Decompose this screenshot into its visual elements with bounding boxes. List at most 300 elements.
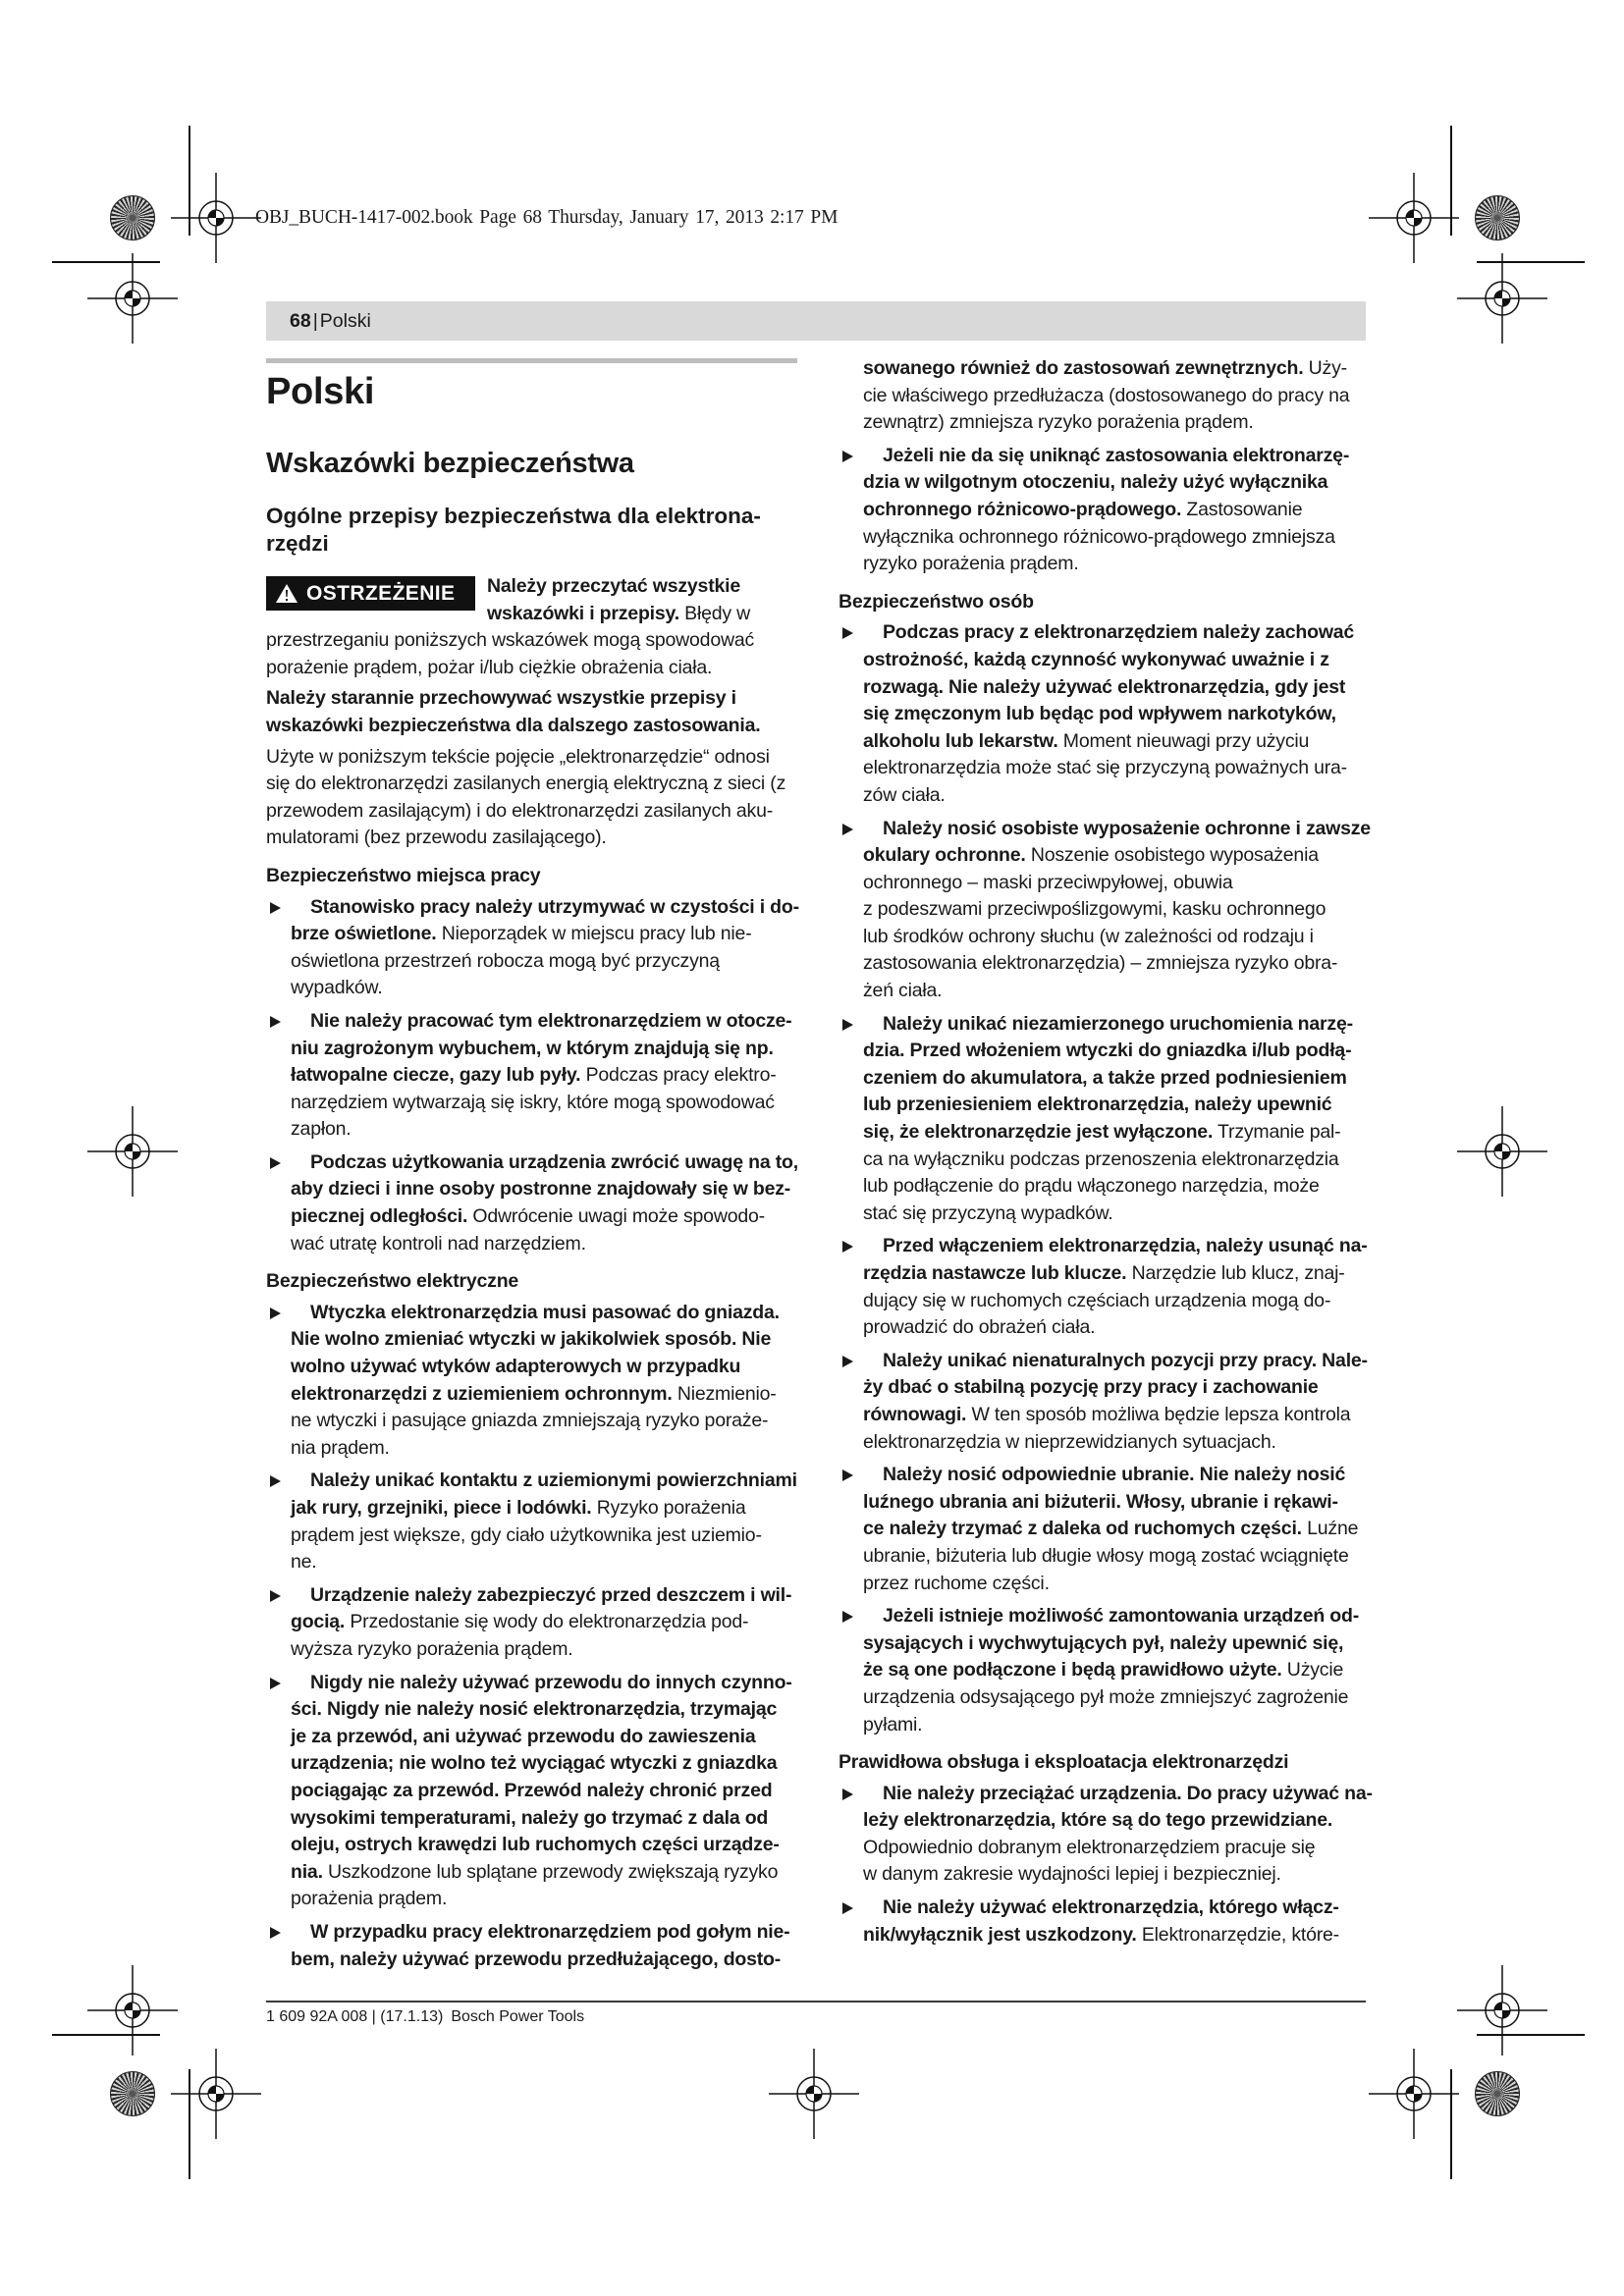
line-text [863, 647, 1329, 674]
line-text [863, 1835, 1315, 1862]
line-text [291, 1859, 778, 1887]
bold-text-run: gocią. [291, 1611, 346, 1633]
bullet-arrow-icon [270, 1927, 281, 1939]
line-text [291, 1176, 790, 1203]
text-line [839, 1712, 1374, 1739]
line-text [291, 1231, 586, 1258]
page-title: Polski [266, 371, 375, 412]
bold-text-run: Urządzenie należy zabezpieczyć przed deszczem i wil- [310, 1583, 792, 1606]
line-text [863, 524, 1335, 552]
subheading-text: rzędzi [266, 531, 329, 556]
page-header [266, 301, 1366, 341]
line-text [487, 601, 750, 628]
crosshair-target-icon [83, 249, 182, 347]
text-line [266, 921, 807, 948]
bullet-arrow-icon [842, 1611, 853, 1623]
line-text [863, 383, 1349, 410]
text-line [839, 1233, 1374, 1260]
line-text [291, 1724, 755, 1751]
text-run: oświetlona przestrzeń robocza mogą być przyczyną [291, 949, 720, 972]
line-text [863, 469, 1327, 497]
text-line [839, 1861, 1374, 1889]
text-run: ne. [291, 1551, 317, 1574]
text-run: wyższa ryzyko porażenia prądem. [291, 1637, 573, 1660]
line-text [291, 1609, 748, 1636]
text-run: cie właściwego przedłużacza (dostosowanego do pracy na [863, 384, 1350, 406]
bold-text-run: Należy starannie przechowywać wszystkie przepisy i [266, 687, 736, 710]
text-run: żeń ciała. [863, 980, 943, 1002]
text-line [839, 1011, 1374, 1039]
crosshair-target-icon [1365, 169, 1463, 267]
line-text [291, 1326, 771, 1354]
line-text [291, 1116, 351, 1144]
bullet-item [839, 443, 1374, 578]
line-text [266, 713, 760, 740]
text-run: Błędy w [678, 602, 751, 624]
text-line [839, 1895, 1374, 1922]
bold-text-run: ży dbać o stabilną pozycję przy pracy i zachowanie [863, 1376, 1319, 1399]
text-line [839, 950, 1374, 978]
bold-text-run: nia. [291, 1860, 323, 1883]
bold-text-run: bem, należy używać przewodu przedłużającego, dosto- [291, 1948, 782, 1970]
text-run: zów ciała. [863, 783, 946, 806]
text-run: prowadzić do obrażeń ciała. [863, 1316, 1096, 1339]
line-text [310, 894, 799, 922]
bullet-item [839, 816, 1374, 1005]
text-line [839, 1147, 1374, 1174]
line-text [863, 701, 1336, 728]
header-text [290, 301, 371, 341]
left-column-body [266, 685, 807, 1973]
footer-rule [266, 2001, 1366, 2002]
line-text [310, 1670, 792, 1697]
line-text [863, 1038, 1351, 1065]
text-line [839, 755, 1374, 782]
bold-text-run: Nie należy przeciążać urządzenia. Do pracy używać na- [883, 1782, 1373, 1804]
bold-text-run: Nie wolno zmieniać wtyczki w jakikolwiek sposób. Nie [291, 1328, 772, 1351]
line-text [863, 674, 1345, 702]
text-line [266, 798, 807, 826]
text-run: ryzyko porażenia prądem. [863, 553, 1079, 575]
bold-text-run: oleju, ostrych krawędzi lub ruchomych części urządze- [291, 1834, 780, 1856]
text-line [839, 816, 1374, 843]
bold-text-run: sowanego również do zastosowań zewnętrznych. [863, 357, 1304, 379]
bold-text-run: rzędzia nastawcze lub klucze. [863, 1262, 1127, 1284]
footer-code: 1 609 92A 008 [266, 2008, 368, 2025]
section-heading [266, 444, 807, 483]
print-slug: OBJ_BUCH-1417-002.book Page 68 Thursday, January 17, 2013 2:17 PM [255, 207, 839, 228]
line-text [863, 497, 1302, 524]
right-column [839, 355, 1374, 1949]
warning-triangle-icon [275, 583, 298, 604]
section-subheading: Bezpieczeństwo osób [839, 590, 1034, 613]
text-run: W ten sposób możliwa będzie lepsza kontrola [966, 1403, 1351, 1425]
text-line [266, 1832, 807, 1859]
text-line [839, 1835, 1374, 1862]
bullet-arrow-icon [842, 627, 853, 639]
text-line [266, 744, 807, 772]
line-text [291, 1522, 762, 1550]
bullet-item [266, 1008, 807, 1144]
color-wheel-mark [110, 195, 155, 240]
bold-text-run: nik/wyłącznik jest uszkodzony. [863, 1923, 1137, 1946]
bold-text-run: Należy unikać kontaktu z uziemionymi powierzchniami [310, 1469, 797, 1492]
bullet-arrow-icon [842, 1469, 853, 1481]
text-run: lub środków ochrony słuchu (w zależności od rodzaju i [863, 925, 1314, 947]
line-text [863, 1065, 1347, 1093]
text-line [266, 1886, 807, 1913]
line-text [863, 1288, 1330, 1315]
text-line [266, 1354, 807, 1381]
text-line [266, 1947, 807, 1974]
line-text [863, 1861, 1281, 1889]
line-text [863, 1092, 1331, 1119]
line-text [291, 1886, 447, 1913]
line-text [863, 870, 1233, 897]
bullet-arrow-icon [270, 1590, 281, 1602]
text-run: przewodem zasilającym) i do elektronarzędzi zasilanych aku- [266, 799, 774, 822]
text-line [839, 842, 1374, 870]
text-run: przez ruchome części. [863, 1572, 1050, 1594]
bullet-item [839, 1348, 1374, 1456]
line-text [863, 842, 1319, 870]
color-wheel-mark [1475, 195, 1520, 240]
bullet-item [266, 894, 807, 1002]
bullet-arrow-icon [270, 902, 281, 914]
text-run: ca na wyłączniku podczas przenoszenia elektronarzędzia [863, 1148, 1339, 1170]
text-run: stać się przyczyną wypadków. [863, 1201, 1113, 1224]
text-run: Nieporządek w miejscu pracy lub nie- [436, 923, 752, 945]
text-run: zapłon. [291, 1118, 352, 1141]
subsection-heading [266, 503, 807, 558]
line-text [266, 771, 785, 798]
line-text [863, 1807, 1332, 1835]
line-text [291, 1090, 775, 1117]
line-text [266, 685, 736, 713]
paragraph [266, 685, 807, 739]
line-text [291, 1495, 746, 1522]
crop-line [52, 261, 160, 263]
text-line [266, 1609, 807, 1636]
line-text [863, 1684, 1348, 1712]
text-line [839, 1374, 1374, 1402]
bullet-arrow-icon [842, 824, 853, 835]
line-text [291, 1636, 573, 1664]
text-run: Uży- [1303, 357, 1347, 379]
text-run: porażenie prądem, pożar i/lub ciężkie obrażenia ciała. [266, 656, 713, 678]
text-line [839, 1314, 1374, 1342]
line-text [863, 896, 1326, 924]
line-text [310, 1468, 797, 1495]
bullet-item [839, 619, 1374, 809]
bullet-arrow-icon [842, 451, 853, 462]
bold-text-run: jak rury, grzejniki, piece i lodówki. [291, 1497, 592, 1519]
line-text [863, 1260, 1345, 1288]
bold-text-run: się, że elektronarzędzie jest wyłączone. [863, 1121, 1214, 1144]
bullet-arrow-icon [270, 1475, 281, 1487]
text-run: Trzymanie pal- [1213, 1121, 1341, 1144]
line-text [291, 1036, 774, 1063]
bullet-arrow-icon [842, 1789, 853, 1800]
line-text [863, 1314, 1095, 1342]
bold-text-run: wysokimi temperaturami, należy go trzymać z dala od [291, 1806, 769, 1829]
right-column-body [839, 355, 1374, 1949]
text-line [266, 1326, 807, 1354]
text-line [839, 647, 1374, 674]
bold-text-run: wskazówki i przepisy. [487, 602, 679, 624]
line-text [863, 782, 946, 810]
paragraph [266, 744, 807, 852]
line-text [863, 1630, 1343, 1658]
bold-text-run: Wtyczka elektronarzędzia musi pasować do gniazda. [310, 1301, 780, 1323]
text-line [839, 870, 1374, 897]
text-line [839, 1429, 1374, 1457]
text-line [266, 1778, 807, 1805]
bold-text-run: rozwagą. Nie należy używać elektronarzędzia, gdy jest [863, 675, 1346, 698]
text-line [839, 1603, 1374, 1630]
text-run: wypadków. [291, 977, 383, 999]
line-text [291, 1062, 777, 1090]
text-line [266, 1859, 807, 1887]
text-line [839, 443, 1374, 470]
text-line [266, 627, 807, 655]
bold-text-run: Należy nosić odpowiednie ubranie. Nie należy nosić [883, 1464, 1346, 1486]
text-line [839, 978, 1374, 1005]
line-text [291, 1832, 780, 1859]
crosshair-target-icon [83, 1102, 182, 1201]
bullet-item [266, 1919, 807, 1973]
line-text [883, 1462, 1345, 1489]
text-line [839, 497, 1374, 524]
crop-line [189, 126, 190, 236]
crosshair-target-icon [1453, 249, 1551, 347]
text-run: ochronnego – maski przeciwpyłowej, obuwia [863, 871, 1233, 893]
warning-badge-label: OSTRZEŻENIE [306, 581, 456, 605]
text-run: przestrzeganiu poniższych wskazówek mogą spowodować [266, 629, 755, 652]
text-run: pyłami. [863, 1713, 923, 1735]
crosshair-target-icon [1365, 2045, 1463, 2143]
bullet-arrow-icon [270, 1308, 281, 1319]
text-run: Odpowiednio dobranym elektronarzędziem pracuje się [863, 1836, 1316, 1858]
text-run: ubranie, biżuteria lub długie włosy mogą zostać wciągnięte [863, 1544, 1349, 1567]
text-line [266, 1636, 807, 1664]
text-run: Podczas pracy elektro- [580, 1064, 777, 1087]
text-line [266, 1408, 807, 1435]
line-text [863, 1543, 1349, 1571]
crosshair-target-icon [1453, 1961, 1551, 2059]
text-line [266, 1300, 807, 1327]
line-text [266, 655, 712, 682]
bold-text-run: Nigdy nie należy używać przewodu do innych czynno- [310, 1671, 792, 1693]
text-run: urządzenia odsysającego pył może zmniejszyć zagrożenie [863, 1685, 1349, 1708]
text-line [839, 1571, 1374, 1598]
crop-line [1450, 2069, 1452, 2179]
text-line [266, 1149, 807, 1177]
bold-text-run: sysających i wychwytujących pył, należy upewnić się, [863, 1631, 1344, 1654]
text-run: Użycie [1281, 1659, 1344, 1682]
text-line [839, 701, 1374, 728]
bullet-continuation [839, 355, 1374, 437]
bold-text-run: Nie należy używać elektronarzędzia, którego włącz- [883, 1896, 1339, 1919]
text-run: porażenia prądem. [291, 1888, 448, 1910]
text-run: elektronarzędzia w nieprzewidzianych sytuacjach. [863, 1430, 1276, 1453]
text-line [266, 1670, 807, 1697]
bold-text-run: równowagi. [863, 1403, 967, 1425]
bullet-arrow-icon [270, 1157, 281, 1169]
line-text [291, 1435, 390, 1463]
bullet-arrow-icon [842, 1356, 853, 1367]
line-text [291, 1381, 777, 1409]
line-text [310, 1300, 780, 1327]
text-line [266, 1176, 807, 1203]
text-run: z podeszwami przeciwpoślizgowymi, kasku ochronnego [863, 898, 1326, 921]
line-text [863, 755, 1347, 782]
text-line [266, 1062, 807, 1090]
text-line [266, 1919, 807, 1947]
line-text [291, 1805, 768, 1833]
line-text [863, 924, 1314, 951]
line-text [266, 744, 770, 772]
text-line [266, 1495, 807, 1522]
bullet-arrow-icon [270, 1016, 281, 1028]
bold-text-run: brze oświetlone. [291, 923, 437, 945]
text-line [839, 1038, 1374, 1065]
footer-separator: | [371, 2008, 376, 2025]
color-wheel-mark [1475, 2071, 1520, 2116]
text-line [839, 1348, 1374, 1375]
text-line [266, 1231, 807, 1258]
warning-block [266, 573, 807, 681]
line-text [291, 1696, 777, 1724]
line-text [266, 627, 754, 655]
crop-line [1477, 261, 1585, 263]
text-line [266, 1203, 807, 1231]
footer-brand: Bosch Power Tools [451, 2008, 585, 2025]
text-line [839, 924, 1374, 951]
bullet-item [839, 1011, 1374, 1228]
line-text [883, 1781, 1373, 1808]
crop-line [189, 2069, 190, 2179]
line-text [863, 1147, 1339, 1174]
bold-text-run: elektronarzędzi z uziemieniem ochronnym. [291, 1382, 673, 1405]
text-run: Uszkodzone lub splątane przewody zwiększają ryzyko [322, 1860, 779, 1883]
text-run: mulatorami (bez przewodu zasilającego). [266, 827, 607, 849]
text-line [266, 1522, 807, 1550]
text-line [839, 1489, 1374, 1517]
text-run: Niezmienio- [672, 1382, 777, 1405]
line-text [863, 1402, 1350, 1429]
header-section: Polski [319, 310, 371, 332]
text-line [839, 409, 1374, 437]
crop-line [1450, 126, 1452, 236]
text-line [266, 1090, 807, 1117]
text-run: ne wtyczki i pasujące gniazda zmniejszają ryzyko poraże- [291, 1410, 769, 1432]
line-text [266, 825, 607, 852]
line-text [863, 1712, 922, 1739]
line-text [863, 978, 942, 1005]
text-run: wyłącznika ochronnego różnicowo-prądowego zmniejsza [863, 525, 1335, 548]
text-line [266, 1381, 807, 1409]
crop-line [1477, 2034, 1585, 2036]
crop-line [52, 2034, 160, 2036]
text-line [266, 1582, 807, 1610]
text-line [266, 825, 807, 852]
text-run: się do elektronarzędzi zasilanych energią elektryczną z sieci (z [266, 773, 786, 795]
text-line [839, 674, 1374, 702]
text-line [839, 1657, 1374, 1684]
bold-text-run: Należy unikać nienaturalnych pozycji przy pracy. Nale- [883, 1349, 1368, 1371]
text-line [266, 1750, 807, 1778]
text-run: Noszenie osobistego wyposażenia [1025, 844, 1319, 867]
bold-text-run: ce należy trzymać z daleka od ruchomych części. [863, 1518, 1302, 1540]
line-text [863, 1657, 1343, 1684]
text-run: prądem jest większe, gdy ciało użytkownika jest uziemio- [291, 1523, 762, 1546]
bold-text-run: łatwopalne ciecze, gazy lub pyły. [291, 1064, 581, 1087]
line-text [863, 355, 1347, 383]
section-subheading: Bezpieczeństwo elektryczne [266, 1270, 519, 1293]
header-separator: | [312, 310, 318, 332]
bold-text-run: Należy unikać niezamierzonego uruchomienia narzę- [883, 1012, 1353, 1035]
text-line [266, 685, 807, 713]
text-line [839, 1807, 1374, 1835]
bullet-item [839, 1603, 1374, 1738]
text-run: Elektronarzędzie, które- [1136, 1923, 1339, 1946]
subheading-line [266, 530, 807, 558]
bullet-item [266, 1300, 807, 1463]
crosshair-target-icon [765, 2045, 863, 2143]
line-text [291, 1549, 317, 1576]
text-run: Narzędzie lub klucz, znaj- [1126, 1262, 1345, 1284]
line-text [863, 551, 1079, 578]
text-line [266, 1435, 807, 1463]
line-text [863, 728, 1309, 756]
text-line [266, 894, 807, 922]
text-run: zastosowania elektronarzędzia) – zmniejsza ryzyko obra- [863, 952, 1338, 975]
bullet-item [266, 1582, 807, 1664]
bold-text-run: ochronnego różnicowo-prądowego. [863, 498, 1182, 520]
bold-text-run: Przed włączeniem elektronarzędzia, należy usunąć na- [883, 1235, 1368, 1257]
subheading-text: Ogólne przepisy bezpieczeństwa dla elektrona- [266, 504, 761, 528]
bold-text-run: je za przewód, ani używać przewodu do zawieszenia [291, 1725, 756, 1747]
text-run: Luźne [1301, 1518, 1359, 1540]
line-text [883, 1603, 1359, 1630]
text-line [839, 1630, 1374, 1658]
text-line [839, 469, 1374, 497]
text-line [839, 551, 1374, 578]
line-text [291, 1778, 772, 1805]
left-column [266, 358, 807, 1973]
text-run: w danym zakresie wydajności lepiej i bezpieczniej. [863, 1863, 1281, 1886]
bold-text-run: luźnego ubrania ani biżuterii. Włosy, ubranie i rękawi- [863, 1490, 1338, 1513]
bold-text-run: dzia w wilgotnym otoczeniu, należy użyć wyłącznika [863, 471, 1328, 494]
line-text [863, 1489, 1338, 1517]
line-text [291, 1750, 777, 1778]
line-text [863, 1922, 1339, 1949]
line-text [883, 619, 1354, 647]
text-line [839, 782, 1374, 810]
text-run: dujący się w ruchomych częściach urządzenia mogą do- [863, 1289, 1331, 1311]
line-text [883, 1895, 1339, 1922]
text-line [266, 1116, 807, 1144]
crosshair-target-icon [1453, 1102, 1551, 1201]
text-line [839, 1173, 1374, 1201]
line-text [883, 1348, 1368, 1375]
line-text [291, 1354, 740, 1381]
line-text [266, 798, 773, 826]
bullet-item [839, 1233, 1374, 1341]
text-line [266, 771, 807, 798]
line-text [291, 1203, 765, 1231]
